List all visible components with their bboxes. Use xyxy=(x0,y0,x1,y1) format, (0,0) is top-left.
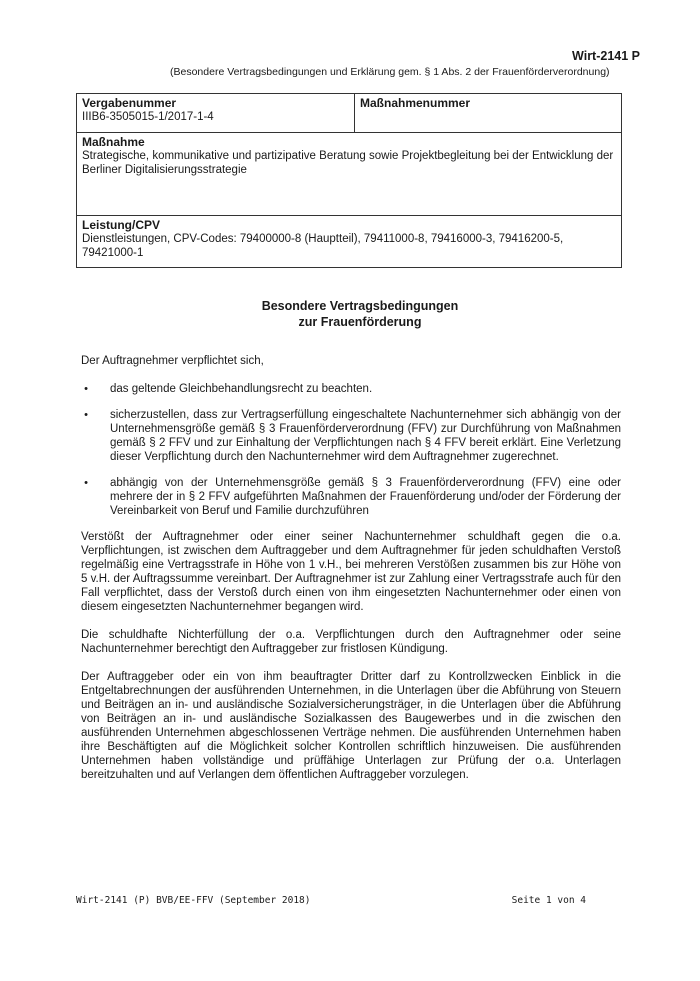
vergabenummer-cell xyxy=(77,94,355,132)
list-item-text: sicherzustellen, dass zur Vertragserfüllung eingeschaltete Nachunternehmer sich abhängig von der Unternehmensgröße gemäß § 3 Frauenförderverordnung (FFV) zur Durchführung von Maßnahmen gemäß § 2 FFV und zur Einhaltung der Verpflichtungen nach § 4 FFV bereit erklärt. Eine Verletzung dieser Verpflichtung durch den Nachunternehmer wird dem Auftragnehmer zugerechnet. xyxy=(110,409,621,463)
section-heading-line2: zur Frauenförderung xyxy=(298,315,422,329)
list-item-text: abhängig von der Unternehmensgröße gemäß § 3 Frauenförderverordnung (FFV) eine oder mehrere der in § 2 FFV aufgeführten Maßnahmen der Frauenförderung und/oder der Förderung der Vereinbarkeit von Beruf und Familie durchzuführen xyxy=(110,477,621,517)
bullet-icon: • xyxy=(84,477,88,489)
list-item xyxy=(81,382,621,396)
leistung-label: Leistung/CPV xyxy=(82,218,161,232)
document-subtitle: (Besondere Vertragsbedingungen und Erklärung gem. § 1 Abs. 2 der Frauenförderverordnung) xyxy=(170,66,610,78)
info-table-row-vergabe xyxy=(76,93,622,133)
massnahmenummer-cell xyxy=(355,94,621,132)
paragraph-inspection: Der Auftraggeber oder ein von ihm beauftragter Dritter darf zu Kontrollzwecken Einblick in die Entgeltabrechnungen der ausführenden Unternehmen, in die Unterlagen über die Abführung von Steuern und Beiträgen an in- und ausländische Sozialversicherungsträger, in die Unterlagen über die Abführung von Beiträgen an in- und ausländische Sozialkassen des Baugewerbes und in die zwischen den ausführenden Unternehmen abgeschlossenen Verträge nehmen. Die ausführenden Unternehmen haben ihre Beschäftigten auf die Möglichkeit solcher Kontrollen schriftlich hinzuweisen. Die ausführenden Unternehmen haben vollständige und prüffähige Unterlagen zur Prüfung der o.a. Unterlagen bereitzuhalten und auf Verlangen dem öffentlichen Auftraggeber vorzulegen. xyxy=(81,671,621,781)
leistung-value: Dienstleistungen, CPV-Codes: 79400000-8 (Hauptteil), 79411000-8, 79416000-3, 79416200-5, 79421000-1 xyxy=(82,233,564,259)
section-heading xyxy=(0,298,700,330)
info-table-row-massnahme xyxy=(76,132,622,216)
vergabenummer-label: Vergabenummer xyxy=(82,96,177,110)
document-body xyxy=(81,354,621,796)
paragraph-penalty: Verstößt der Auftragnehmer oder einer seiner Nachunternehmer schuldhaft gegen die o.a. Verpflichtungen, ist zwischen dem Auftraggeber und dem Auftragnehmer für jeden schuldhaften Verstoß regelmäßig eine Vertragsstrafe in Höhe von 1 v.H., bei mehreren Verstößen zusammen bis zur Höhe von 5 v.H. der Auftragssumme vereinbart. Der Auftragnehmer ist zur Zahlung einer Vertragsstrafe auch für den Fall verpflichtet, dass der Verstoß durch einen von ihm eingesetzten Nachunternehmer oder einen von diesem eingesetzten Nachunternehmer begangen wird. xyxy=(81,531,621,613)
list-item xyxy=(81,408,621,464)
bullet-icon: • xyxy=(84,383,88,395)
footer-document-ref: Wirt-2141 (P) BVB/EE-FFV (September 2018) xyxy=(76,895,311,906)
bullet-icon: • xyxy=(84,409,88,421)
document-id: Wirt-2141 P xyxy=(572,49,640,63)
massnahmenummer-label: Maßnahmenummer xyxy=(360,96,471,110)
massnahme-label: Maßnahme xyxy=(82,135,145,149)
massnahme-value: Strategische, kommunikative und partizipative Beratung sowie Projektbegleitung bei der Entwicklung der Berliner Digitalisierungsstrategie xyxy=(82,150,614,176)
list-item xyxy=(81,476,621,518)
paragraph-termination: Die schuldhafte Nichterfüllung der o.a. Verpflichtungen durch den Auftragnehmer oder seine Nachunternehmer berechtigt den Auftraggeber zur fristlosen Kündigung. xyxy=(81,629,621,655)
info-table-row-leistung xyxy=(76,215,622,268)
list-item-text: das geltende Gleichbehandlungsrecht zu beachten. xyxy=(110,383,373,395)
footer-page-number: Seite 1 von 4 xyxy=(511,895,586,906)
intro-paragraph: Der Auftragnehmer verpflichtet sich, xyxy=(81,355,264,367)
section-heading-line1: Besondere Vertragsbedingungen xyxy=(261,299,459,313)
vergabenummer-value: IIIB6-3505015-1/2017-1-4 xyxy=(82,111,214,123)
